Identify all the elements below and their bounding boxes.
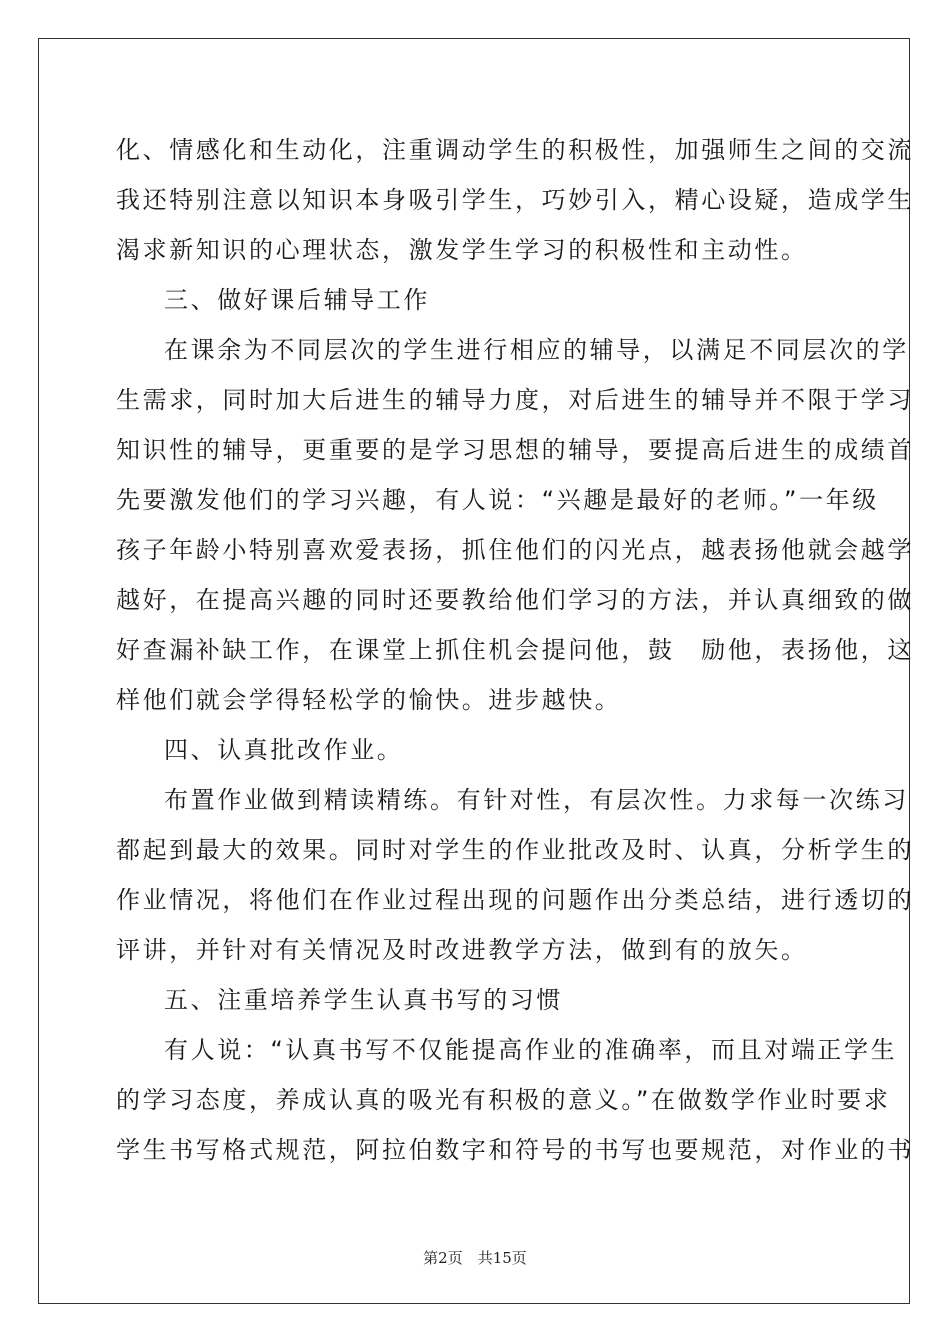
text-line: 渴求新知识的心理状态，激发学生学习的积极性和主动性。: [116, 236, 808, 264]
text-line: 好查漏补缺工作，在课堂上抓住机会提问他，鼓 励他，表扬他，这: [116, 636, 914, 664]
section-heading-5: 五、注重培养学生认真书写的习惯: [164, 986, 563, 1014]
text-line: 先要激发他们的学习兴趣，有人说：“兴趣是最好的老师。”一年级: [116, 486, 879, 514]
text-line: 孩子年龄小特别喜欢爱表扬，抓住他们的闪光点，越表扬他就会越学: [116, 536, 914, 564]
text-line: 越好，在提高兴趣的同时还要教给他们学习的方法，并认真细致的做: [116, 586, 914, 614]
text-line: 在课余为不同层次的学生进行相应的辅导，以满足不同层次的学: [164, 336, 909, 364]
text-line: 的学习态度，养成认真的吸光有积极的意义。”在做数学作业时要求: [116, 1086, 891, 1114]
text-line: 评讲，并针对有关情况及时改进教学方法，做到有的放矢。: [116, 936, 808, 964]
text-line: 作业情况，将他们在作业过程出现的问题作出分类总结，进行透切的: [116, 886, 914, 914]
text-line: 知识性的辅导，更重要的是学习思想的辅导，要提高后进生的成绩首: [116, 436, 914, 464]
text-line: 布置作业做到精读精练。有针对性，有层次性。力求每一次练习: [164, 786, 909, 814]
text-line: 都起到最大的效果。同时对学生的作业批改及时、认真，分析学生的: [116, 836, 914, 864]
text-line: 化、情感化和生动化，注重调动学生的积极性，加强师生之间的交流: [116, 136, 914, 164]
text-line: 生需求，同时加大后进生的辅导力度，对后进生的辅导并不限于学习: [116, 386, 914, 414]
text-line: 有人说：“认真书写不仅能提高作业的准确率，而且对端正学生: [164, 1036, 898, 1064]
section-heading-4: 四、认真批改作业。: [164, 736, 404, 764]
section-heading-3: 三、做好课后辅导工作: [164, 286, 430, 314]
text-line: 样他们就会学得轻松学的愉快。进步越快。: [116, 686, 622, 714]
text-line: 学生书写格式规范，阿拉伯数字和符号的书写也要规范，对作业的书: [116, 1136, 914, 1164]
page-number: 第2页 共15页: [423, 1249, 527, 1267]
text-line: 我还特别注意以知识本身吸引学生，巧妙引入，精心设疑，造成学生: [116, 186, 914, 214]
